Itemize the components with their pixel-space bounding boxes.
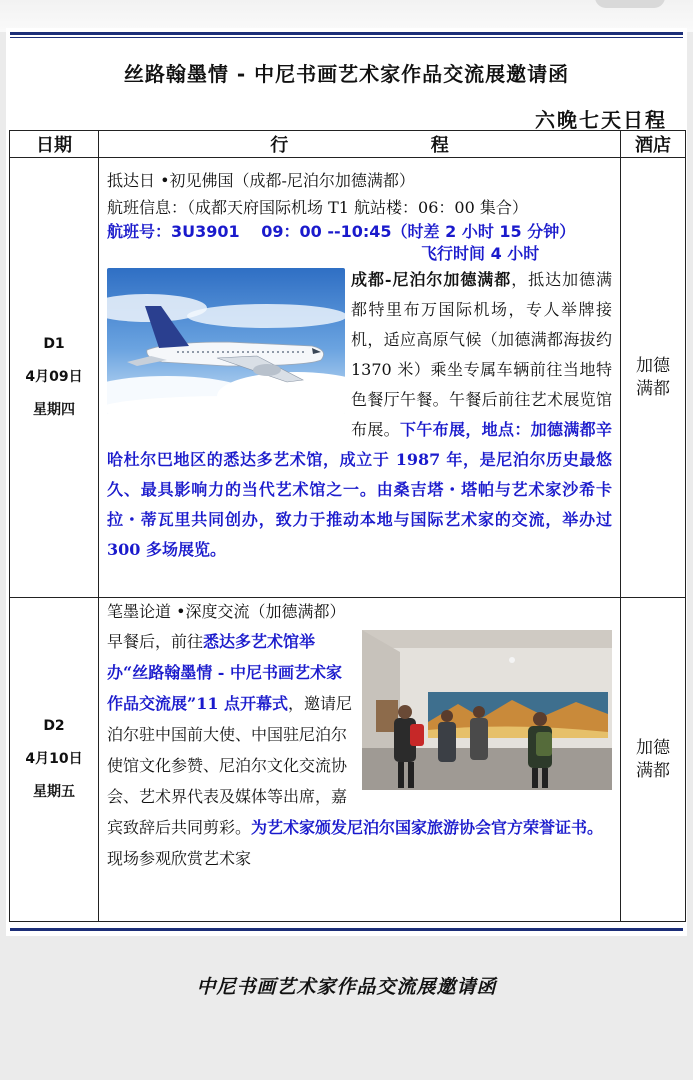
day-heading: 抵达日 •初见佛国（成都-尼泊尔加德满都） xyxy=(107,171,415,190)
description-text: ，抵达加德满都特里布万国际机场，专人举牌接机，适应高原气候（加德满都海拔约 1370 米）乘坐专属车辆前往当地特色餐厅午餐。午餐后前往艺术展览馆布展。 xyxy=(351,270,612,439)
document-footer: 中尼书画艺术家作品交流展邀请函 xyxy=(196,976,497,998)
itinerary-cell xyxy=(99,598,621,922)
table-row xyxy=(10,598,686,922)
flight-info: 航班信息：（成都天府国际机场 T1 航站楼：06：00 集合） xyxy=(107,198,528,217)
day-number: D1 xyxy=(43,336,65,352)
day-weekday: 星期五 xyxy=(33,784,75,800)
day-number: D2 xyxy=(43,718,65,734)
day-heading: 笔墨论道 •深度交流（加德满都） xyxy=(107,602,346,621)
flight-duration: 飞行时间 4 小时 xyxy=(421,244,540,263)
top-pill xyxy=(595,0,665,8)
document-title: 丝路翰墨情 - 中尼书画艺术家作品交流展邀请函 xyxy=(123,62,570,86)
day-cell xyxy=(10,158,99,598)
description-text-3: 现场参观欣赏艺术家 xyxy=(107,849,252,868)
bottom-rule xyxy=(10,928,683,931)
header-itinerary-a: 行 xyxy=(270,135,289,156)
gallery-photo xyxy=(362,630,612,790)
hotel-cell: 加德满都 xyxy=(621,598,686,922)
day-description xyxy=(107,265,612,565)
gallery-image xyxy=(362,630,612,790)
header-itinerary xyxy=(99,131,621,158)
top-rule-thin xyxy=(10,37,683,38)
header-date: 日期 xyxy=(10,131,99,158)
description-highlight: 下午布展，地点：加德满都辛哈杜尔巴地区的悉达多艺术馆，成立于 1987 年，是尼泊尔历史最悠久、最具影响力的当代艺术馆之一。由桑吉塔・塔帕与艺术家沙希卡拉・蒂瓦里共同创办，致力于推动本地与国际艺术家的交流，举办过 300 多场展览。 xyxy=(107,420,612,559)
header-hotel: 酒店 xyxy=(621,131,686,158)
day-date: 4月09日 xyxy=(25,369,83,385)
description-text-2: ，邀请尼泊尔驻中国前大使、中国驻尼泊尔使馆文化参赞、尼泊尔文化交流协会、艺术界代表及媒体等出席，嘉宾致辞后共同剪彩。 xyxy=(107,694,353,837)
itinerary-table xyxy=(9,130,686,922)
header-itinerary-b: 程 xyxy=(430,135,449,156)
description-text: 早餐后，前往 xyxy=(107,632,204,651)
day-description xyxy=(107,626,612,874)
table-row xyxy=(10,158,686,598)
route-text: 成都-尼泊尔加德满都 xyxy=(351,270,512,289)
description-highlight-2: 为艺术家颁发尼泊尔国家旅游协会官方荣誉证书。 xyxy=(251,818,604,837)
document-subtitle: 六晚七天日程 xyxy=(535,108,667,132)
top-rule xyxy=(10,32,683,35)
day-cell xyxy=(10,598,99,922)
hotel-cell: 加德满都 xyxy=(621,158,686,598)
itinerary-cell xyxy=(99,158,621,598)
table-header-row xyxy=(10,131,686,158)
day-date: 4月10日 xyxy=(25,751,83,767)
day-weekday: 星期四 xyxy=(33,402,75,418)
flight-number: 航班号：3U3901 09：00 --10:45（时差 2 小时 15 分钟） xyxy=(107,222,576,241)
airplane-image xyxy=(107,268,345,414)
document-page xyxy=(6,28,687,936)
description-highlight: 悉达多艺术馆举办“丝路翰墨情 - 中尼书画艺术家作品交流展”11 点开幕式 xyxy=(107,632,342,713)
airplane-photo xyxy=(107,268,345,414)
